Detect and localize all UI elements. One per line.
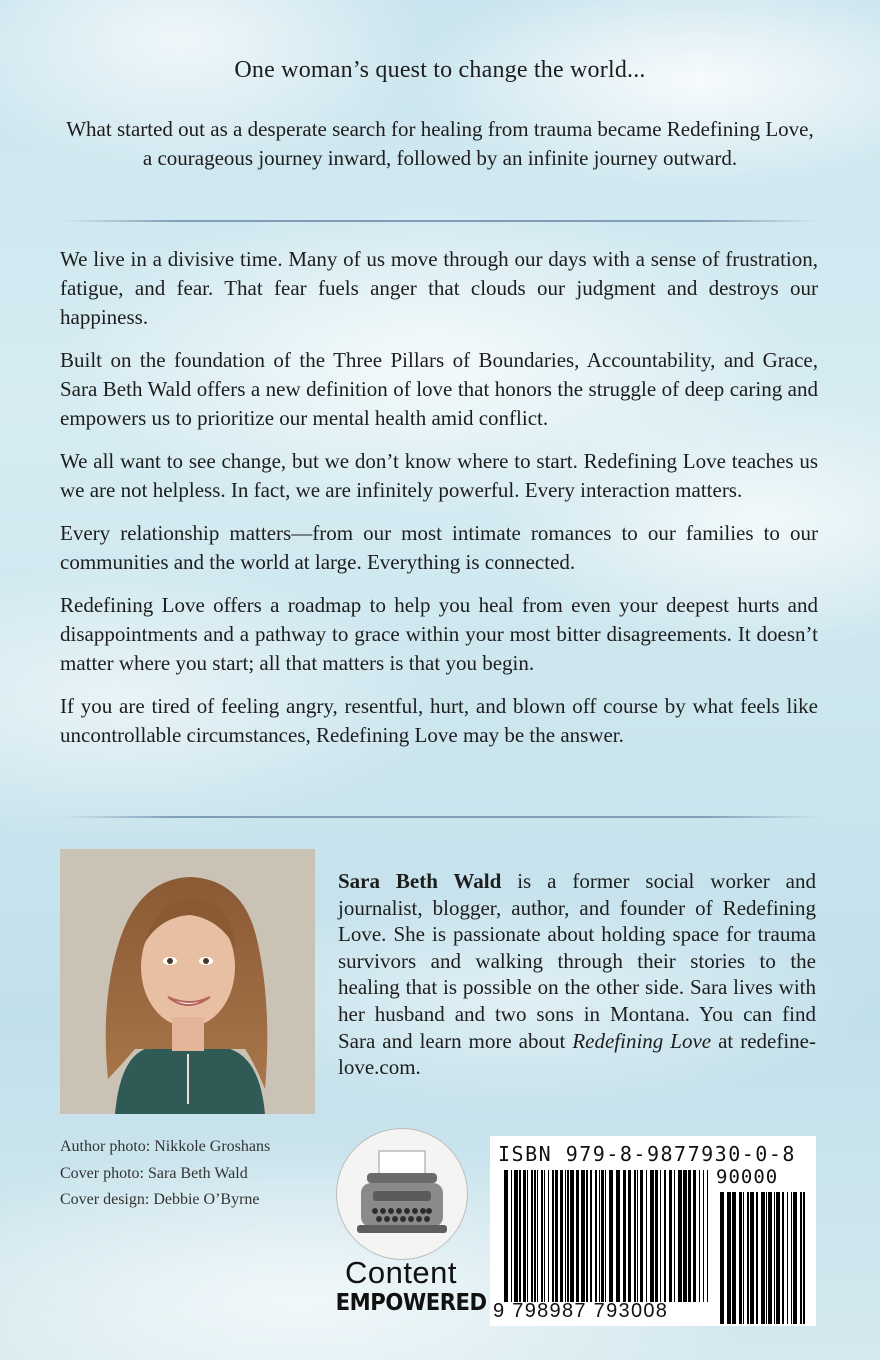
- barcode-bar: [599, 1170, 600, 1302]
- barcode-bar: [601, 1170, 604, 1302]
- credit-author-photo: Author photo: Nikkole Groshans: [60, 1138, 271, 1155]
- barcode-bar: [707, 1170, 708, 1302]
- barcode-bar: [800, 1192, 802, 1324]
- price-code: 90000: [716, 1166, 779, 1188]
- barcode-bar: [756, 1192, 758, 1324]
- barcode-bar: [774, 1192, 775, 1324]
- barcode-bar: [727, 1192, 731, 1324]
- description-paragraph: Built on the foundation of the Three Pillars of Boundaries, Accountability, and Grace, Sara Beth Wald offers a new definition of love that honors the struggle of deep caring and empowers us to prioritize our mental health amid conflict.: [60, 348, 818, 430]
- barcode-bar: [782, 1192, 784, 1324]
- author-photo: [60, 849, 315, 1114]
- book-title: Redefining Love: [572, 1028, 712, 1053]
- barcode-bar: [531, 1170, 533, 1302]
- tagline: One woman’s quest to change the world...: [234, 57, 646, 83]
- barcode-bar: [674, 1170, 675, 1302]
- description: [60, 245, 818, 764]
- barcode-bar: [683, 1170, 687, 1302]
- barcode-bar: [552, 1170, 554, 1302]
- barcode-bar: [732, 1192, 736, 1324]
- barcode-bar: [761, 1192, 765, 1324]
- barcode-bar: [548, 1170, 549, 1302]
- barcode-bar: [544, 1170, 545, 1302]
- barcode-bar: [664, 1170, 666, 1302]
- barcode-bar: [803, 1192, 805, 1324]
- barcode-bar: [541, 1170, 543, 1302]
- barcode-bar: [678, 1170, 682, 1302]
- barcode-bar: [595, 1170, 597, 1302]
- barcode-bar: [555, 1170, 558, 1302]
- barcode-bar: [581, 1170, 585, 1302]
- barcode-bar: [776, 1192, 780, 1324]
- barcode-bar: [605, 1170, 606, 1302]
- barcode-bar: [793, 1192, 797, 1324]
- barcode-bar: [650, 1170, 654, 1302]
- barcode-bar: [787, 1192, 788, 1324]
- barcode-bar: [504, 1170, 508, 1302]
- barcode-bar: [688, 1170, 691, 1302]
- isbn-label: ISBN 979-8-9877930-0-8: [498, 1142, 796, 1166]
- barcode-bar: [537, 1170, 538, 1302]
- barcode-bar: [623, 1170, 626, 1302]
- barcode-bar: [640, 1170, 643, 1302]
- barcode-bar: [519, 1170, 521, 1302]
- description-paragraph: We all want to see change, but we don’t know where to start. Redefining Love teaches us we are not helpless. In fact, we are infinitely powerful. Every interaction matters.: [60, 449, 818, 502]
- barcode-bar: [791, 1192, 792, 1324]
- barcode-bar: [634, 1170, 636, 1302]
- description-paragraph: If you are tired of feeling angry, resentful, hurt, and blown off course by what feels like uncontrollable circumstances, Redefining Love may be the answer.: [60, 694, 818, 747]
- author-portrait-illustration: [60, 849, 315, 1114]
- description-paragraph: Redefining Love offers a roadmap to help you heal from even your deepest hurts and disappointments and a pathway to grace within your most bitter disagreements. It doesn’t matter where you start; all that matters is that you begin.: [60, 593, 818, 675]
- barcode-bar: [586, 1170, 588, 1302]
- barcode-bars: [490, 1136, 816, 1326]
- barcode-bar: [699, 1170, 700, 1302]
- barcode-bar: [747, 1192, 749, 1324]
- barcode-bar: [570, 1170, 574, 1302]
- barcode-digits: 9 798987 793008: [493, 1300, 669, 1322]
- barcode-bar: [768, 1192, 772, 1324]
- barcode-bar: [739, 1192, 742, 1324]
- barcode-bar: [720, 1192, 724, 1324]
- credit-cover-design: Cover design: Debbie O’Byrne: [60, 1191, 260, 1208]
- barcode-bar: [616, 1170, 620, 1302]
- barcode-bar: [655, 1170, 658, 1302]
- barcode-bar: [628, 1170, 631, 1302]
- barcode-bar: [609, 1170, 613, 1302]
- barcode-bar: [511, 1170, 512, 1302]
- author-bio: [338, 868, 816, 1081]
- barcode-bar: [766, 1192, 767, 1324]
- barcode-bar: [576, 1170, 579, 1302]
- author-name: Sara Beth Wald: [338, 869, 502, 893]
- divider-top: [62, 220, 818, 222]
- author-bio-text: is a former social worker and journalist, blogger, author, and founder of Redefining Love. She is passionate about holding space for trauma survivors and walking through their stories to the healing that is possible on the other side. Sara lives with her husband and two sons in Montana. You can find Sara and learn more about: [338, 869, 816, 1053]
- credit-cover-photo: Cover photo: Sara Beth Wald: [60, 1164, 248, 1182]
- barcode-bar: [669, 1170, 672, 1302]
- barcode-bar: [565, 1170, 566, 1302]
- barcode-bar: [637, 1170, 638, 1302]
- barcode-bar: [514, 1170, 518, 1302]
- intro-paragraph: What started out as a desperate search for healing from trauma became Redefining Love, a courageous journey inward, followed by an infinite journey outward.: [66, 117, 814, 170]
- barcode-bar: [560, 1170, 563, 1302]
- barcode-bar: [703, 1170, 704, 1302]
- barcode-bar: [660, 1170, 661, 1302]
- barcode-bar: [590, 1170, 592, 1302]
- barcode-bar: [567, 1170, 569, 1302]
- publisher-logo: [330, 1128, 487, 1324]
- isbn-barcode: [490, 1136, 816, 1326]
- publisher-name-line2: EMPOWERED: [335, 1290, 487, 1316]
- description-paragraph: Every relationship matters—from our most intimate romances to our families to our communities and the world at large. Everything is connected.: [60, 521, 818, 574]
- barcode-bar: [693, 1170, 696, 1302]
- typewriter-icon: [336, 1128, 468, 1260]
- description-paragraph: We live in a divisive time. Many of us move through our days with a sense of frustration, fatigue, and fear. That fear fuels anger that clouds our judgment and destroys our happiness.: [60, 247, 818, 329]
- publisher-name-line1: Content: [344, 1255, 458, 1290]
- barcode-bar: [743, 1192, 744, 1324]
- barcode-bar: [523, 1170, 526, 1302]
- author-bio-end: at redefine-love.com.: [338, 1028, 816, 1080]
- credits: [60, 1134, 270, 1214]
- divider-bottom: [62, 816, 818, 818]
- barcode-bar: [750, 1192, 754, 1324]
- barcode-bar: [534, 1170, 536, 1302]
- barcode-bar: [646, 1170, 647, 1302]
- barcode-bar: [527, 1170, 528, 1302]
